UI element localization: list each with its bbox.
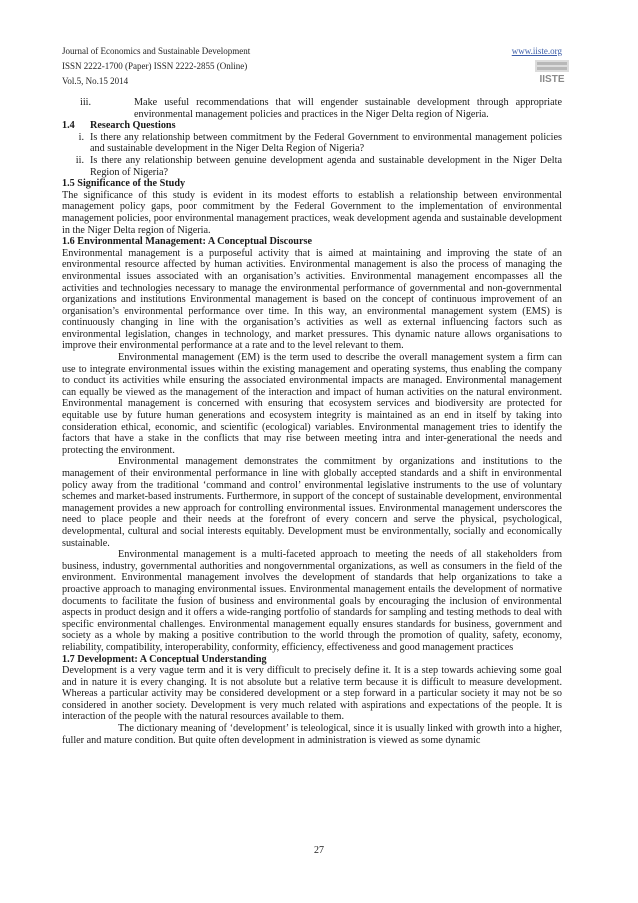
section-1-5-heading: 1.5 Significance of the Study — [62, 178, 186, 190]
question-number: ii. — [75, 154, 84, 166]
section-1-7-heading: 1.7 Development: A Conceptual Understanding — [62, 653, 267, 665]
question-text: Is there any relationship between genuine development agenda and sustainable development in the Niger Delta Region of Nigeria? — [90, 154, 562, 178]
question-number: i. — [78, 131, 84, 143]
research-question-ii — [62, 155, 562, 178]
objective-number: iii. — [80, 97, 92, 108]
page-number: 27 — [314, 845, 324, 856]
paragraph: Environmental management is a purposeful activity that is aimed at maintaining and improving the state of an environmental resource affected by human activities. Environmental management is also the process of managing the environmental issues associated with an organisation’s activities. Environmental management encompasses all the activities and technologies necessary to manage the environmental performance of governmental and non-governmental organizations and institutions Environmental management is based on the concept of continuous improvement of an organisation’s environmental performance over time. In this way, an environmental management system (EMS) is continuously changing in line with the organisation’s activities as well as external influencing factors such as environmental legislation, changes in technology, and market pressures. This dynamic nature allows organisations to improve their environmental performance at a rate and to the level relevant to them. — [62, 247, 562, 352]
iiste-logo — [535, 60, 569, 84]
paragraph: Environmental management demonstrates the commitment by organizations and institutions to the management of their environmental performance in line with globally accepted standards and a shift in environmental policy away from the traditional ‘command and control’ environmental legislative instruments to the use of voluntary schemes and market-based instruments. Furthermore, in support of the concept of sustainable development, environmental management provides a new approach for controlling environmental issues. Environmental management underscores the need to place people and their needs at the forefront of every concern and serve the physical, psychological, developmental, cultural and social interests equitably. Development must be environmentally, socially and economically sustainable. — [62, 456, 562, 549]
journal-name: Journal of Economics and Sustainable Development — [62, 46, 251, 56]
logo-text: IISTE — [539, 74, 565, 84]
paragraph: Environmental management is a multi-faceted approach to meeting the needs of all stakeholders from business, industry, governmental authorities and nongovernmental organizations, as well as consumers in the field of the environment. Environmental management involves the development of standards that help organizations to take a proactive approach to managing environmental issues. Environmental management entails the development of normative documents to facilitate the fusion of business and environmental goals by encouraging the inclusion of environmental aspects in product design and it offers a wide-ranging portfolio of standards for sampling and testing methods to deal with specific environmental challenges. Environmental management equally ensures standards for business, government and society as a whole by making a positive contribution to the world through the promotion of quality, safety, economy, reliability, compatibility, interoperability, conformity, efficiency, effectiveness and good management practices — [62, 549, 562, 653]
issn-line: ISSN 2222-1700 (Paper) ISSN 2222-2855 (Online) — [62, 61, 248, 71]
section-number: 1.4 — [62, 120, 75, 132]
section-1-4-heading — [62, 120, 562, 132]
paragraph: Development is a very vague term and it is very difficult to precisely define it. It is a step towards achieving some goal and in nature it is every changing. It is not absolute but a relative term because it is difficult to measure development. Whereas a particular activity may be considered development or a step forward in a particular society it may not be so considered in another society. Development is very much related with aspirations and expectations of the people. It is interaction of the people with the natural resources available to them. — [62, 665, 562, 723]
objective-item-iii — [62, 97, 562, 120]
paragraph: The significance of this study is evident in its modest efforts to establish a relationship between environmental management policy gaps, poor commitment by the Federal Government to the implementation of environmental management policies, poor environmental management practices, weak development agenda and sustainable development in the Niger Delta region of Nigeria. — [62, 189, 562, 236]
paragraph: The dictionary meaning of ‘development’ is teleological, since it is usually linked with growth into a higher, fuller and mature condition. But quite often development in administration is viewed as some dynamic — [62, 723, 562, 746]
iiste-logo-icon — [535, 60, 569, 84]
website-link[interactable]: www.iiste.org — [511, 46, 562, 56]
paragraph: Environmental management (EM) is the term used to describe the overall management system a firm can use to integrate environmental issues within the existing management and operating systems, thus enabling the company to conduct its activities while ensuring the associated environmental impacts are managed. Environmental management can equally be viewed as the management of the interaction and impact of human activities on the natural environment. Environmental management is concerned with ensuring that ecosystem services and biodiversity are protected for equitable use by future human generations and ecosystem integrity is maintained as an end in itself by taking into consideration ethical, economic, and scientific (ecological) variables. Environmental management tries to identify the factors that have a stake in the conflicts that may rise between meeting intra and inter-generational the needs and protecting the environment. — [62, 352, 562, 456]
question-text: Is there any relationship between commitment by the Federal Government to environmental management policies and sustainable development in the Niger Delta Region of Nigeria? — [90, 131, 562, 155]
research-question-i — [62, 132, 562, 155]
objective-text: Make useful recommendations that will engender sustainable development through appropriate environmental management policies and practices in the Niger Delta region of Nigeria. — [134, 97, 562, 120]
page-body — [62, 97, 562, 746]
volume-line: Vol.5, No.15 2014 — [62, 76, 129, 86]
section-title: Research Questions — [90, 120, 176, 132]
section-1-6-heading: 1.6 Environmental Management: A Conceptual Discourse — [62, 236, 312, 248]
